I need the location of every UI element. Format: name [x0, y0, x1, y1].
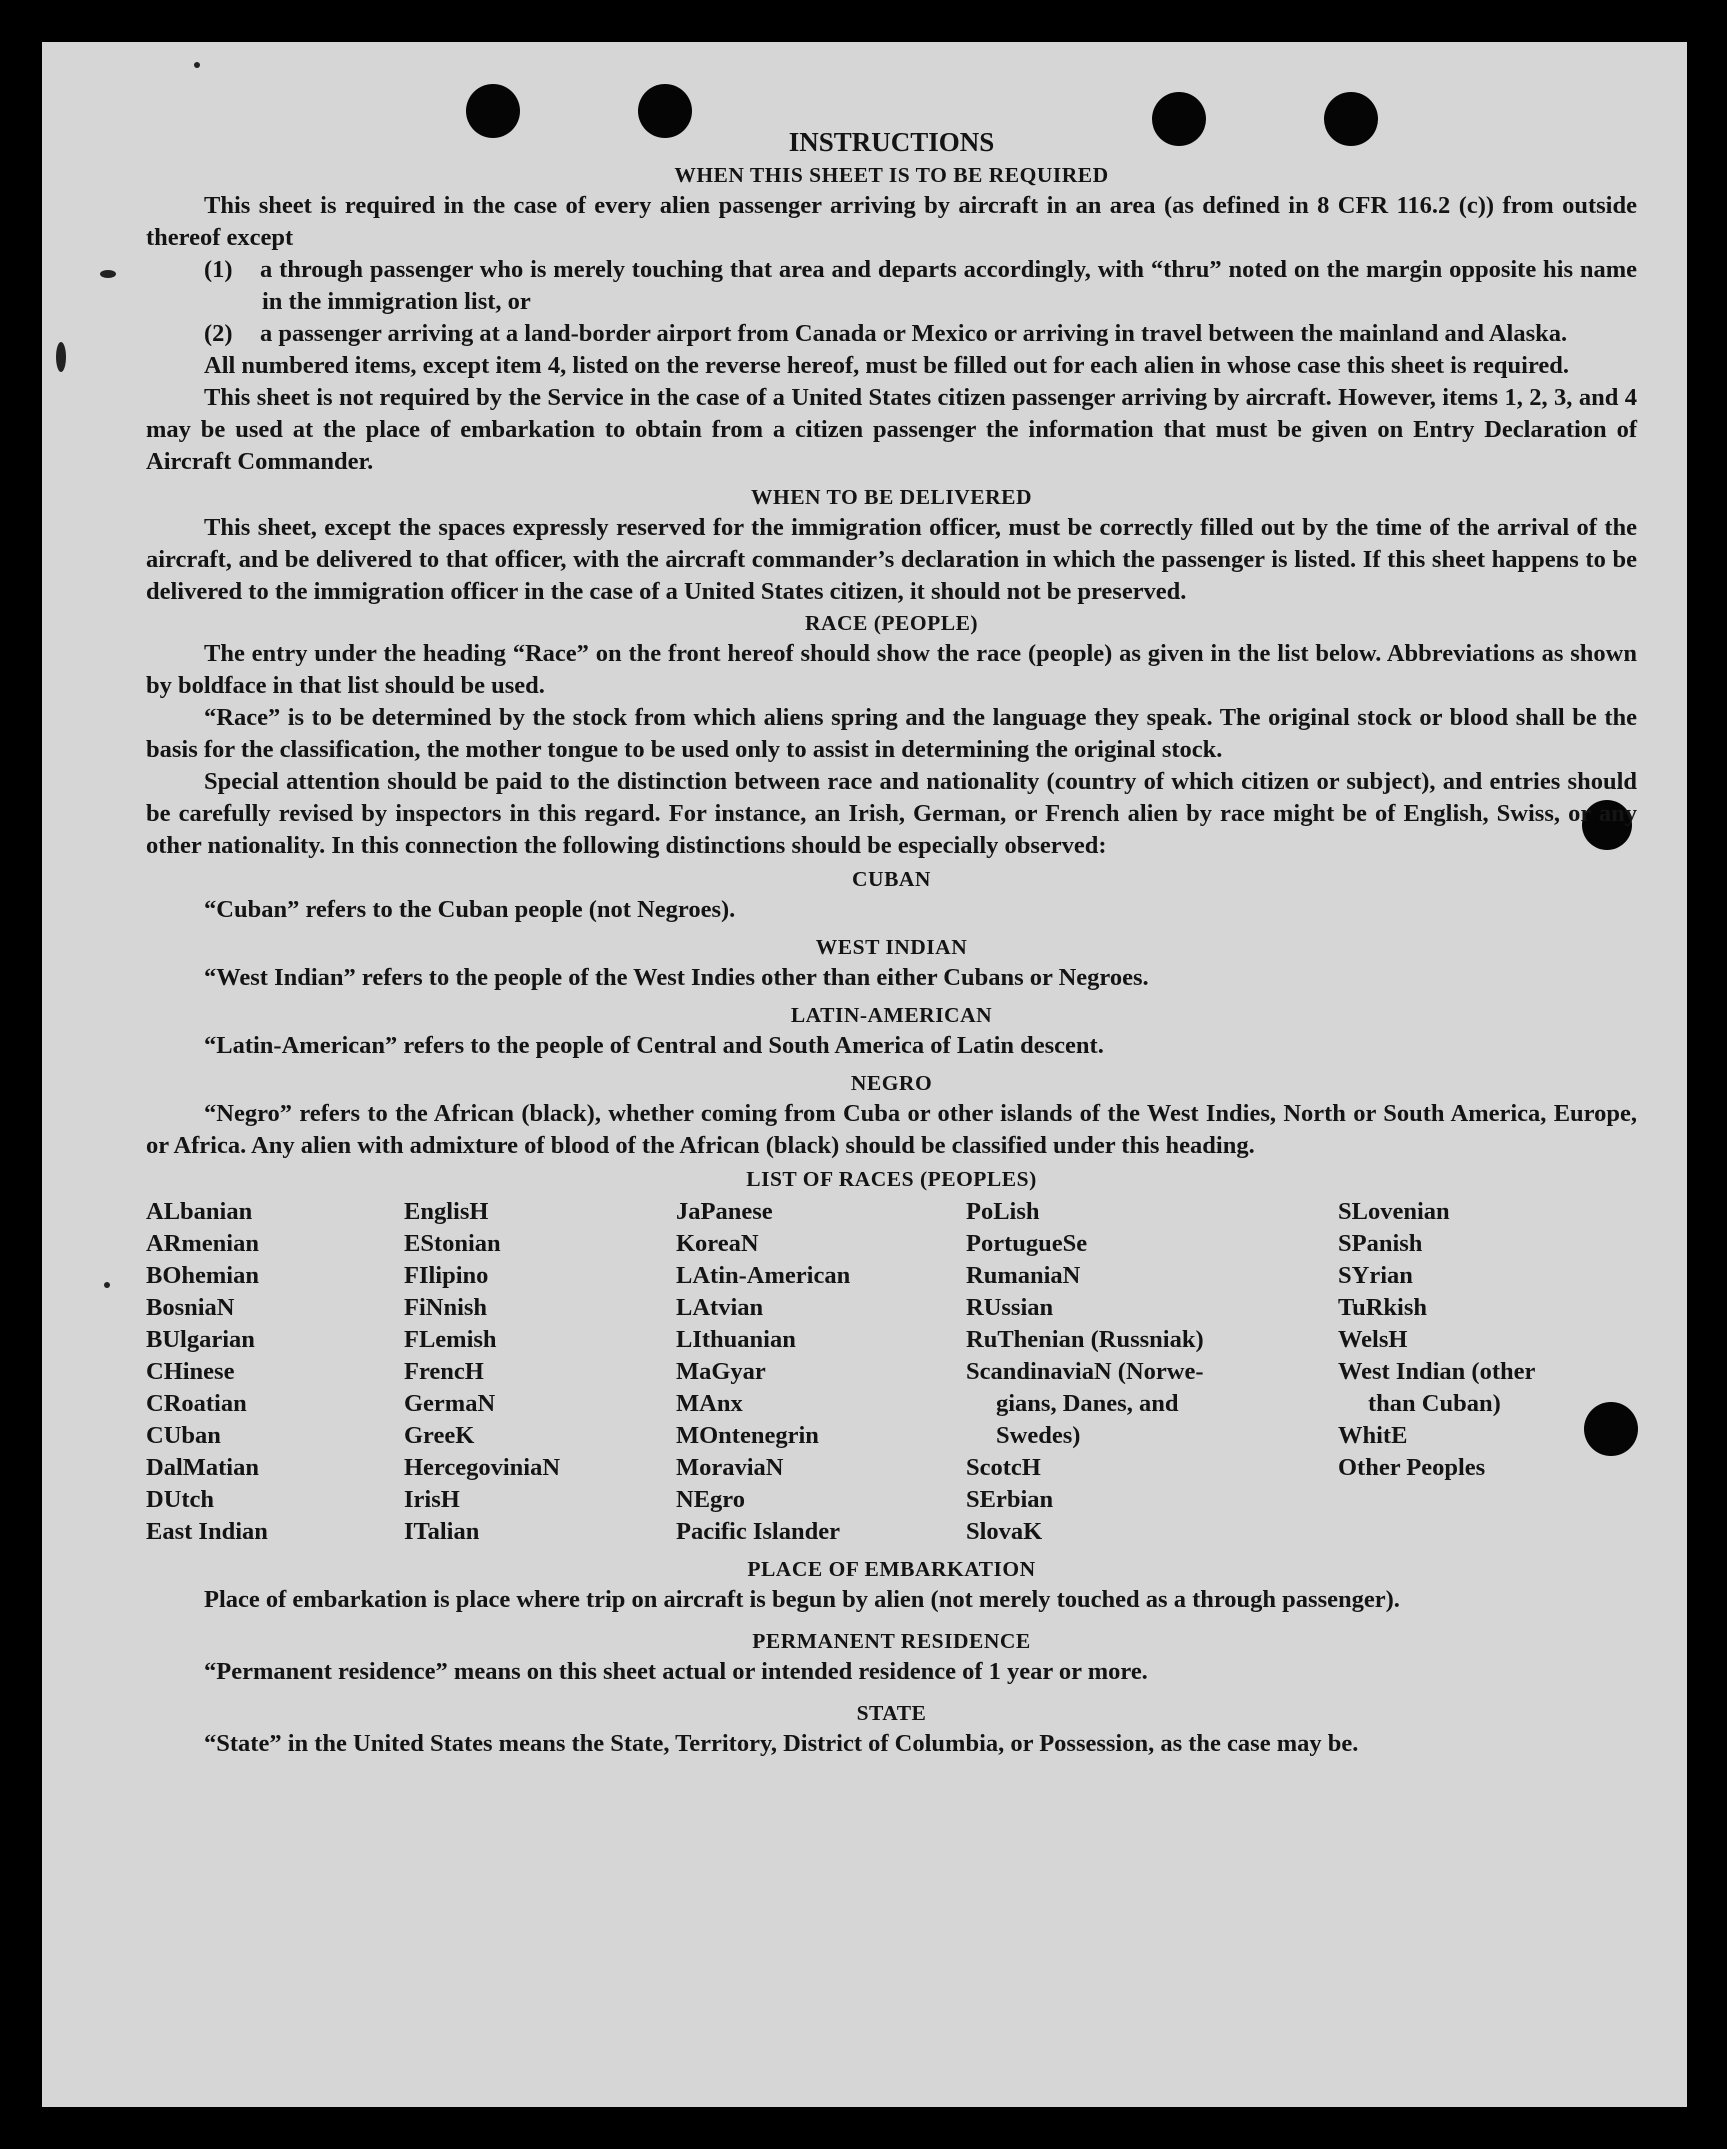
- race-entry: CRoatian: [146, 1390, 247, 1417]
- race-column: [966, 1196, 1338, 1548]
- instructions-text: [146, 124, 1637, 1760]
- page-title: INSTRUCTIONS: [788, 127, 995, 157]
- race-entry: East Indian: [146, 1518, 268, 1545]
- item-text: a through passenger who is merely touching that area and departs accordingly, with “thru” noted on the margin opposite his name in the immigration list, or: [260, 256, 1637, 315]
- race-entry: DalMatian: [146, 1454, 259, 1481]
- race-entry: MoraviaN: [676, 1454, 784, 1481]
- race-entry: than Cuban): [1368, 1390, 1501, 1417]
- race-entry: NEgro: [676, 1486, 745, 1513]
- race-entry: SLovenian: [1338, 1198, 1450, 1225]
- race-entry: FIlipino: [404, 1262, 489, 1289]
- race-entry: ScotcH: [966, 1454, 1041, 1481]
- speck: [100, 270, 116, 278]
- race-entry: BosniaN: [146, 1294, 235, 1321]
- paragraph: “Negro” refers to the African (black), whether coming from Cuba or other islands of the West Indies, North or South America, Europe, or Africa. Any alien with admixture of blood of the African (black) should be classified under this heading.: [146, 1100, 1637, 1159]
- race-entry: RumaniaN: [966, 1262, 1081, 1289]
- paragraph: This sheet, except the spaces expressly reserved for the immigration officer, must be correctly filled out by the time of the arrival of the aircraft, and be delivered to that officer, with the aircraft commander’s declaration in which the passenger is listed. If this sheet happens to be delivered to the immigration officer in the case of a United States citizen, it should not be preserved.: [146, 514, 1637, 605]
- paragraph: This sheet is not required by the Service in the case of a United States citizen passenger arriving by aircraft. However, items 1, 2, 3, and 4 may be used at the place of embarkation to obtain from a citizen passenger the information that must be given on Entry Declaration of Aircraft Commander.: [146, 384, 1637, 475]
- race-entry: CHinese: [146, 1358, 235, 1385]
- race-entry: CUban: [146, 1422, 221, 1449]
- paragraph: “West Indian” refers to the people of the West Indies other than either Cubans or Negroes.: [204, 964, 1149, 991]
- race-entry: DUtch: [146, 1486, 215, 1513]
- race-entry: LAtvian: [676, 1294, 764, 1321]
- item-number: (2): [204, 320, 233, 347]
- race-entry: KoreaN: [676, 1230, 759, 1257]
- race-entry: HercegoviniaN: [404, 1454, 561, 1481]
- list-item: [204, 318, 1637, 350]
- race-entry: LIthuanian: [676, 1326, 796, 1353]
- race-entry: EStonian: [404, 1230, 501, 1257]
- race-entry: PoLish: [966, 1198, 1040, 1225]
- race-column: [676, 1196, 966, 1548]
- paragraph: This sheet is required in the case of every alien passenger arriving by aircraft in an area (as defined in 8 CFR 116.2 (c)) from outside thereof except: [146, 192, 1637, 251]
- section-heading: WHEN THIS SHEET IS TO BE REQUIRED: [674, 163, 1109, 187]
- race-entry: Other Peoples: [1338, 1454, 1486, 1481]
- list-item: [204, 254, 1637, 318]
- race-entry: EnglisH: [404, 1198, 489, 1225]
- paragraph: “Race” is to be determined by the stock from which aliens spring and the language they speak. The original stock or blood shall be the basis for the classification, the mother tongue to be used only to assist in determining the original stock.: [146, 704, 1637, 763]
- section-heading: CUBAN: [852, 867, 931, 891]
- race-entry: SYrian: [1338, 1262, 1413, 1289]
- section-heading: LATIN-AMERICAN: [790, 1003, 993, 1027]
- section-heading: PLACE OF EMBARKATION: [747, 1557, 1036, 1581]
- race-entry: SlovaK: [966, 1518, 1043, 1545]
- race-entry: SErbian: [966, 1486, 1054, 1513]
- race-column: [146, 1196, 404, 1548]
- paragraph: Special attention should be paid to the distinction between race and nationality (country of which citizen or subject), and entries should be carefully revised by inspectors in this regard. For instance, an Irish, German, or French alien by race might be of English, Swiss, or any other nationality. In this connection the following distinctions should be especially observed:: [146, 768, 1637, 859]
- section-heading: NEGRO: [850, 1071, 933, 1095]
- race-entry: PortugueSe: [966, 1230, 1088, 1257]
- race-entry: JaPanese: [676, 1198, 773, 1225]
- race-entry: BUlgarian: [146, 1326, 255, 1353]
- race-entry: Swedes): [996, 1422, 1081, 1449]
- race-entry: FrencH: [404, 1358, 484, 1385]
- race-entry: WelsH: [1338, 1326, 1408, 1353]
- race-entry: Pacific Islander: [676, 1518, 840, 1545]
- race-entry: GermaN: [404, 1390, 496, 1417]
- item-text: a passenger arriving at a land-border airport from Canada or Mexico or arriving in travel between the mainland and Alaska.: [260, 320, 1568, 347]
- paragraph: “State” in the United States means the State, Territory, District of Columbia, or Possession, as the case may be.: [204, 1730, 1359, 1757]
- paragraph: “Permanent residence” means on this sheet actual or intended residence of 1 year or more.: [204, 1658, 1148, 1685]
- race-entry: ALbanian: [146, 1198, 253, 1225]
- race-entry: MAnx: [676, 1390, 743, 1417]
- paragraph: “Cuban” refers to the Cuban people (not Negroes).: [204, 896, 736, 923]
- race-column: [404, 1196, 676, 1548]
- race-entry: TuRkish: [1338, 1294, 1428, 1321]
- section-heading: WEST INDIAN: [815, 935, 968, 959]
- race-entry: West Indian (other: [1338, 1358, 1536, 1385]
- race-entry: GreeK: [404, 1422, 475, 1449]
- race-entry: ScandinaviaN (Norwe-: [966, 1358, 1204, 1385]
- section-heading: STATE: [856, 1701, 927, 1725]
- race-entry: ARmenian: [146, 1230, 259, 1257]
- race-column: [1338, 1196, 1637, 1548]
- race-entry: FiNnish: [404, 1294, 488, 1321]
- race-entry: BOhemian: [146, 1262, 259, 1289]
- section-heading: LIST OF RACES (PEOPLES): [746, 1167, 1037, 1191]
- race-entry: IrisH: [404, 1486, 460, 1513]
- race-entry: SPanish: [1338, 1230, 1423, 1257]
- item-number: (1): [204, 256, 233, 283]
- race-entry: RUssian: [966, 1294, 1054, 1321]
- document-sheet: [42, 42, 1687, 2107]
- paragraph: Place of embarkation is place where trip on aircraft is begun by alien (not merely touched as a through passenger).: [204, 1586, 1400, 1613]
- paragraph: The entry under the heading “Race” on the front hereof should show the race (people) as given in the list below. Abbreviations as shown by boldface in that list should be used.: [146, 640, 1637, 699]
- race-list: [146, 1196, 1637, 1548]
- race-entry: ITalian: [404, 1518, 480, 1545]
- race-entry: MaGyar: [676, 1358, 766, 1385]
- section-heading: PERMANENT RESIDENCE: [752, 1629, 1031, 1653]
- speck: [194, 62, 200, 68]
- speck: [56, 342, 66, 372]
- race-entry: WhitE: [1338, 1422, 1408, 1449]
- paragraph: “Latin-American” refers to the people of Central and South America of Latin descent.: [204, 1032, 1104, 1059]
- race-entry: RuThenian (Russniak): [966, 1326, 1204, 1353]
- race-entry: LAtin-American: [676, 1262, 851, 1289]
- race-entry: MOntenegrin: [676, 1422, 819, 1449]
- section-heading: RACE (PEOPLE): [804, 611, 979, 635]
- race-entry: gians, Danes, and: [996, 1390, 1179, 1417]
- speck: [104, 1282, 110, 1288]
- section-heading: WHEN TO BE DELIVERED: [750, 485, 1033, 509]
- paragraph: All numbered items, except item 4, listed on the reverse hereof, must be filled out for each alien in whose case this sheet is required.: [204, 352, 1570, 379]
- race-entry: FLemish: [404, 1326, 497, 1353]
